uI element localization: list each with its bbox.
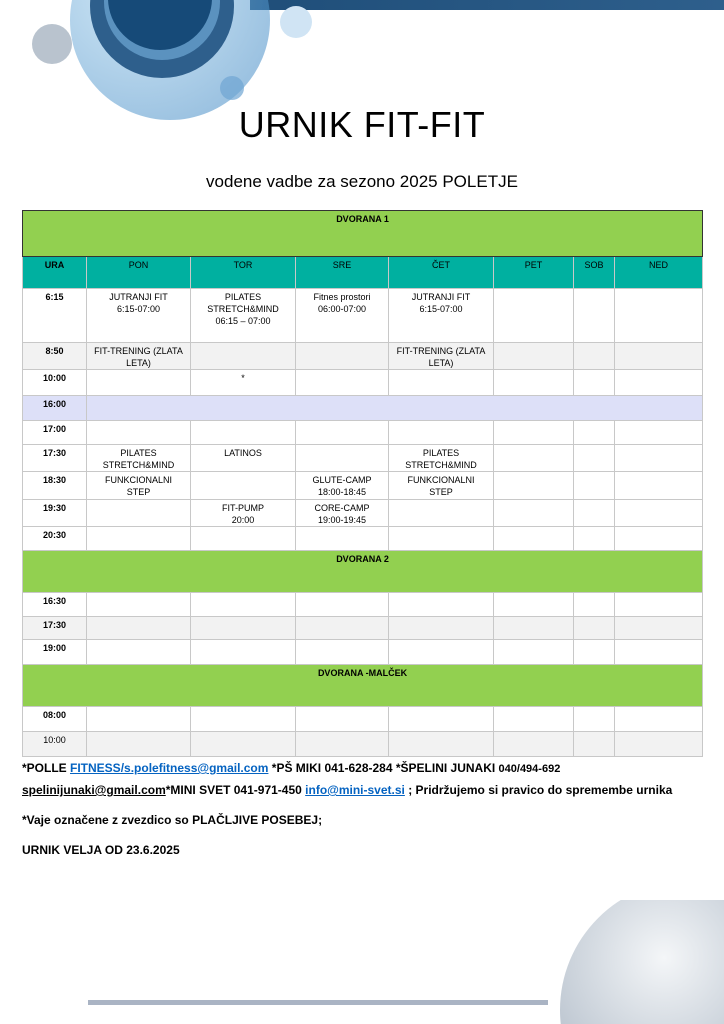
class-cell [494,445,574,472]
days-header-row [23,257,703,289]
time-cell: 19:30 [23,500,87,527]
class-cell [191,732,296,757]
class-cell: CORE-CAMP 19:00-19:45 [296,500,389,527]
class-cell [574,707,615,732]
spelini-label: *ŠPELINI JUNAKI [395,761,499,775]
class-cell [574,732,615,757]
hall-header-row [23,211,703,257]
class-cell [191,617,296,640]
time-cell: 6:15 [23,289,87,343]
class-cell [615,445,703,472]
class-cell [191,472,296,500]
class-cell [191,593,296,617]
time-cell: 16:00 [23,396,87,421]
class-cell [296,421,389,445]
class-cell [615,472,703,500]
time-cell: 10:00 [23,732,87,757]
day-header: TOR [191,257,296,289]
class-cell [296,343,389,370]
schedule-row [23,370,703,396]
class-cell [494,640,574,665]
class-cell [191,421,296,445]
time-cell: 19:00 [23,640,87,665]
class-cell: FIT-TRENING (ZLATA LETA) [389,343,494,370]
hall-name: DVORANA -MALČEK [23,665,703,707]
class-cell [615,617,703,640]
class-cell [296,445,389,472]
schedule-row [23,396,703,421]
class-cell [615,593,703,617]
paid-note: *Vaje označene z zvezdico so PLAČLJIVE POSEBEJ; [22,813,323,827]
day-header: PET [494,257,574,289]
time-cell: 8:50 [23,343,87,370]
class-cell [615,500,703,527]
class-cell: LATINOS [191,445,296,472]
class-cell [574,500,615,527]
class-cell [615,527,703,551]
class-cell [296,593,389,617]
class-cell [191,527,296,551]
class-cell [615,289,703,343]
class-cell [494,593,574,617]
schedule-row [23,445,703,472]
class-cell: PILATES STRETCH&MIND [87,445,191,472]
class-cell [494,732,574,757]
mini-svet-link[interactable]: info@mini-svet.si [305,783,405,797]
class-cell [615,421,703,445]
class-cell: FIT-TRENING (ZLATA LETA) [87,343,191,370]
schedule-row [23,593,703,617]
class-cell: FIT-PUMP 20:00 [191,500,296,527]
schedule-row [23,707,703,732]
class-cell [574,640,615,665]
spelini-email: spelinijunaki@gmail.com [22,783,166,797]
class-cell [615,343,703,370]
class-cell [389,707,494,732]
polle-label: *POLLE [22,761,71,775]
class-cell [389,370,494,396]
class-cell [574,472,615,500]
class-cell [389,527,494,551]
class-cell [574,370,615,396]
class-cell [87,593,191,617]
class-cell [574,343,615,370]
time-cell: 16:30 [23,593,87,617]
schedule-row [23,343,703,370]
day-header: PON [87,257,191,289]
class-cell [574,289,615,343]
class-cell: PILATES STRETCH&MIND 06:15 – 07:00 [191,289,296,343]
class-cell [389,593,494,617]
class-cell [191,343,296,370]
schedule-row [23,527,703,551]
class-cell [574,445,615,472]
day-header: URA [23,257,87,289]
page-title: URNIK FIT-FIT [238,104,486,145]
class-cell [494,527,574,551]
schedule-row [23,640,703,665]
class-cell [191,640,296,665]
hall-name: DVORANA 1 [23,211,703,257]
schedule-table [22,210,703,757]
class-cell: PILATES STRETCH&MIND [389,445,494,472]
time-cell: 17:30 [23,617,87,640]
polle-link[interactable]: FITNESS/s.polefitness@gmail.com [70,761,269,775]
time-cell: 17:30 [23,445,87,472]
class-cell [87,527,191,551]
class-cell [87,707,191,732]
class-cell [615,640,703,665]
schedule-row [23,421,703,445]
class-cell [574,421,615,445]
class-cell [87,370,191,396]
time-cell: 10:00 [23,370,87,396]
class-cell [494,343,574,370]
class-cell [296,617,389,640]
class-cell [191,707,296,732]
spelini-phone: 040/494-692 [498,763,561,775]
empty-span-cell [87,396,703,421]
class-cell [296,732,389,757]
class-cell [615,707,703,732]
class-cell [87,421,191,445]
class-cell: FUNKCIONALNI STEP [389,472,494,500]
hall-header-row [23,665,703,707]
class-cell [615,732,703,757]
class-cell [574,527,615,551]
schedule-row [23,732,703,757]
schedule-row [23,289,703,343]
hall-name: DVORANA 2 [23,551,703,593]
hall-header-row [23,551,703,593]
decorative-circles-bottom [0,900,724,1024]
class-cell [389,732,494,757]
class-cell [574,593,615,617]
day-header: SRE [296,257,389,289]
class-cell [296,370,389,396]
class-cell [87,640,191,665]
class-cell: FUNKCIONALNI STEP [87,472,191,500]
class-cell [389,617,494,640]
class-cell [494,370,574,396]
class-cell: JUTRANJI FIT 6:15-07:00 [87,289,191,343]
day-header: NED [615,257,703,289]
class-cell [494,289,574,343]
class-cell: JUTRANJI FIT 6:15-07:00 [389,289,494,343]
page-subtitle: vodene vadbe za sezono 2025 POLETJE [206,172,518,191]
reserve-note: ; Pridržujemo si pravico do spremembe urnika [404,783,673,797]
class-cell: Fitnes prostori 06:00-07:00 [296,289,389,343]
class-cell [389,640,494,665]
class-cell [389,421,494,445]
class-cell [87,500,191,527]
class-cell [494,500,574,527]
schedule-row [23,617,703,640]
class-cell [494,472,574,500]
schedule-row [23,472,703,500]
class-cell [615,370,703,396]
class-cell [389,500,494,527]
class-cell [87,732,191,757]
class-cell [296,640,389,665]
day-header: ČET [389,257,494,289]
class-cell [494,617,574,640]
time-cell: 18:30 [23,472,87,500]
class-cell [296,527,389,551]
time-cell: 17:00 [23,421,87,445]
time-cell: 20:30 [23,527,87,551]
class-cell: GLUTE-CAMP 18:00-18:45 [296,472,389,500]
schedule-row [23,500,703,527]
class-cell [574,617,615,640]
ps-miki-label: *PŠ MIKI 041-628-284 [268,761,396,775]
class-cell [296,707,389,732]
class-cell: * [191,370,296,396]
class-cell [494,421,574,445]
footer-notes [22,758,702,861]
day-header: SOB [574,257,615,289]
contacts-line [22,758,702,801]
class-cell [87,617,191,640]
valid-from: URNIK VELJA OD 23.6.2025 [22,843,180,857]
class-cell [494,707,574,732]
time-cell: 08:00 [23,707,87,732]
mini-svet-label: *MINI SVET 041-971-450 [165,783,306,797]
